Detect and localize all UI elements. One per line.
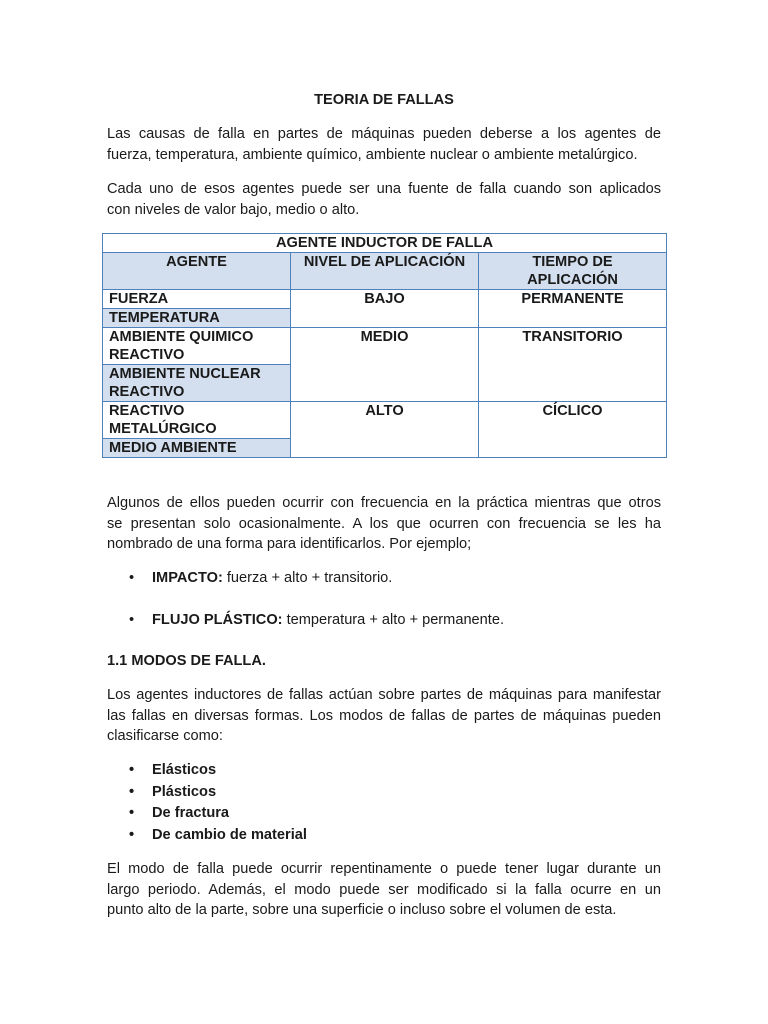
time-cell: CÍCLICO [479, 402, 667, 458]
list-item [107, 568, 504, 610]
example-description: temperatura + alto + permanente. [282, 612, 505, 628]
paragraph-line: las fallas en diversas formas. Los modos de fallas de partes de máquinas pueden [107, 707, 661, 724]
example-term: IMPACTO: [152, 570, 223, 586]
list-item: • De cambio de material [107, 825, 307, 847]
list-item [107, 610, 504, 631]
section-heading: 1.1 MODOS DE FALLA. [107, 653, 266, 669]
intro-paragraph-2 [107, 179, 661, 220]
header-nivel: NIVEL DE APLICACIÓN [291, 253, 479, 290]
examples-list [107, 568, 504, 631]
paragraph-line: Cada uno de esos agentes puede ser una fuente de falla cuando son aplicados [107, 181, 661, 197]
failure-modes-list [107, 760, 307, 846]
paragraph-line: fuerza, temperatura, ambiente químico, ambiente nuclear o ambiente metalúrgico. [107, 146, 638, 163]
paragraph-line: clasificarse como: [107, 728, 223, 744]
page-title: TEORIA DE FALLAS [314, 92, 454, 108]
time-cell: TRANSITORIO [479, 328, 667, 402]
agent-cell: AMBIENTE QUIMICO REACTIVO [103, 328, 291, 365]
time-cell: PERMANENTE [479, 290, 667, 328]
paragraph-line: Las causas de falla en partes de máquinas pueden deberse a los agentes de [107, 126, 661, 142]
agent-cell: FUERZA [103, 290, 291, 309]
paragraph-line: Algunos de ellos pueden ocurrir con frecuencia en la práctica mientras que otros [107, 495, 661, 511]
intro-paragraph-1 [107, 124, 661, 165]
paragraph-line: con niveles de valor bajo, medio o alto. [107, 201, 360, 218]
header-agente: AGENTE [103, 253, 291, 290]
list-item: • Plásticos [107, 782, 307, 804]
paragraph-line: se presentan solo ocasionalmente. A los que ocurren con frecuencia se les ha [107, 515, 661, 532]
level-cell: MEDIO [291, 328, 479, 402]
paragraph-line: nombrado de una forma para identificarlos. Por ejemplo; [107, 536, 472, 552]
agent-cell: MEDIO AMBIENTE [103, 439, 291, 458]
closing-paragraph [107, 859, 661, 921]
list-item: • De fractura [107, 803, 307, 825]
paragraph-line: Los agentes inductores de fallas actúan sobre partes de máquinas para manifestar [107, 687, 661, 703]
failure-agents-table [102, 233, 667, 458]
paragraph-line: El modo de falla puede ocurrir repentinamente o puede tener lugar durante un [107, 861, 661, 877]
example-term: FLUJO PLÁSTICO: [152, 612, 283, 628]
header-tiempo: TIEMPO DE APLICACIÓN [479, 253, 667, 290]
frequency-paragraph [107, 493, 661, 555]
level-cell: BAJO [291, 290, 479, 328]
paragraph-line: punto alto de la parte, sobre una superficie o incluso sobre el volumen de esta. [107, 902, 617, 918]
paragraph-line: largo periodo. Además, el modo puede ser modificado si la falla ocurre en un [107, 881, 661, 898]
table-title: AGENTE INDUCTOR DE FALLA [103, 234, 667, 253]
agent-cell: TEMPERATURA [103, 309, 291, 328]
agent-cell: AMBIENTE NUCLEAR REACTIVO [103, 365, 291, 402]
agent-cell: REACTIVO METALÚRGICO [103, 402, 291, 439]
example-description: fuerza + alto + transitorio. [222, 570, 393, 586]
modes-paragraph [107, 685, 661, 747]
list-item: • Elásticos [107, 760, 307, 782]
level-cell: ALTO [291, 402, 479, 458]
